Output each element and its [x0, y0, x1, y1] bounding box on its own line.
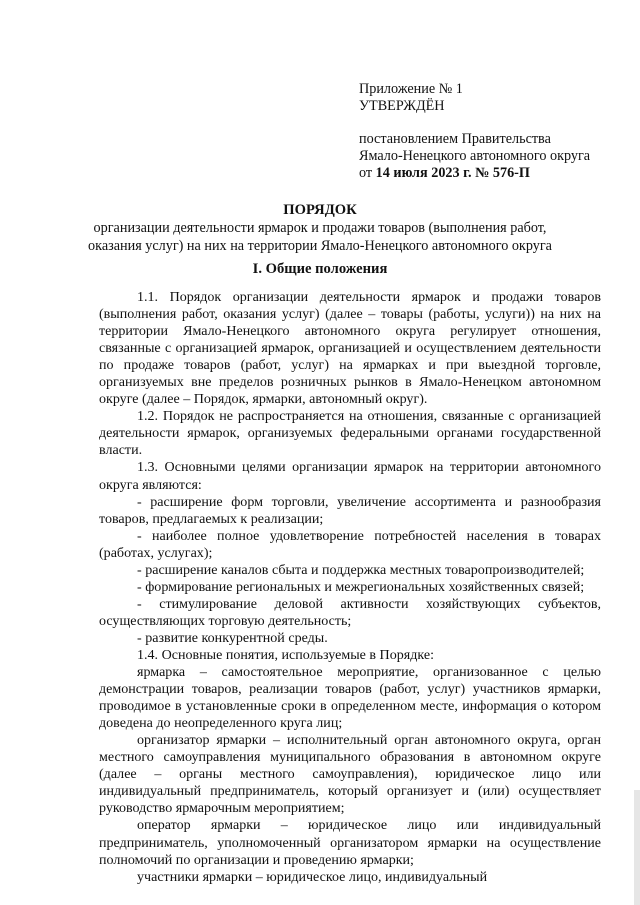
- definition-operator: оператор ярмарки – юридическое лицо или индивидуальный предприниматель, уполномоченный организатором ярмарки на осуществление полномочий по организации и проведению ярмарки;: [99, 817, 601, 868]
- document-subtitle: [0, 220, 640, 255]
- paragraph-1-3: 1.3. Основными целями организации ярмарок на территории автономного округа являются:: [99, 459, 601, 493]
- list-item: - наиболее полное удовлетворение потребностей населения в товарах (работах, услугах);: [99, 527, 601, 561]
- government-line: Ямало-Ненецкого автономного округа: [359, 148, 591, 164]
- scrollbar-edge: [634, 790, 640, 905]
- resolution-date: 14 июля 2023 г. № 576-П: [375, 165, 530, 181]
- document-title: ПОРЯДОК: [283, 202, 357, 218]
- approved-label: УТВЕРЖДЁН: [359, 98, 445, 114]
- list-item: - расширение форм торговли, увеличение ассортимента и разнообразия товаров, предлагаемых к реализации;: [99, 493, 601, 527]
- document-body: [99, 289, 601, 886]
- section-heading: I. Общие положения: [252, 261, 388, 277]
- date-prefix: от: [359, 165, 376, 181]
- subtitle-line-1: организации деятельности ярмарок и продажи товаров (выполнения работ,: [93, 220, 547, 236]
- list-item: - формирование региональных и межрегиональных хозяйственных связей;: [137, 578, 585, 595]
- definition-organizer: организатор ярмарки – исполнительный орган автономного округа, орган местного самоуправления муниципального образования в автономном округе (далее – органы местного самоуправления), юридическое лицо или индивидуальный предприниматель, который организует и (или) осуществляет руководство ярмарочным мероприятием;: [99, 732, 601, 817]
- paragraph-1-4: 1.4. Основные понятия, используемые в Порядке:: [137, 646, 434, 663]
- list-item: - стимулирование деловой активности хозяйствующих субъектов, осуществляющих торговую деятельность;: [99, 595, 601, 629]
- approval-block: [359, 81, 619, 182]
- paragraph-1-1: 1.1. Порядок организации деятельности ярмарок и продажи товаров (выполнения работ, оказания услуг) (далее – товары (работы, услуги)) на них на территории Ямало-Ненецкого автономного округа регулирует отношения, связанные с организацией ярмарок, организацией и осуществлением деятельности по продаже товаров (работ, услуг) на ярмарках и при выездной торговле, организуемых вне пределов розничных рынков в Ямало-Ненецком автономном округе (далее – Порядок, ярмарки, автономный округ).: [99, 289, 601, 408]
- appendix-number: Приложение № 1: [359, 81, 463, 97]
- paragraph-1-2: 1.2. Порядок не распространяется на отношения, связанные с организацией деятельности ярмарок, организуемых федеральными органами государственной власти.: [99, 408, 601, 459]
- definition-participants: участники ярмарки – юридическое лицо, индивидуальный: [137, 868, 488, 885]
- resolution-date-line: [359, 165, 619, 182]
- list-item: - развитие конкурентной среды.: [137, 629, 328, 646]
- resolution-line: постановлением Правительства: [359, 131, 551, 147]
- definition-fair: ярмарка – самостоятельное мероприятие, организованное с целью демонстрации товаров, реализации товаров (работ, услуг) участников ярмарки, проводимое в установленные сроки в определенном месте, информация о котором доведена до неопределенного круга лиц;: [99, 664, 601, 732]
- list-item: - расширение каналов сбыта и поддержка местных товаропроизводителей;: [137, 561, 585, 578]
- subtitle-line-2: оказания услуг) на них на территории Ямало-Ненецкого автономного округа: [88, 237, 552, 254]
